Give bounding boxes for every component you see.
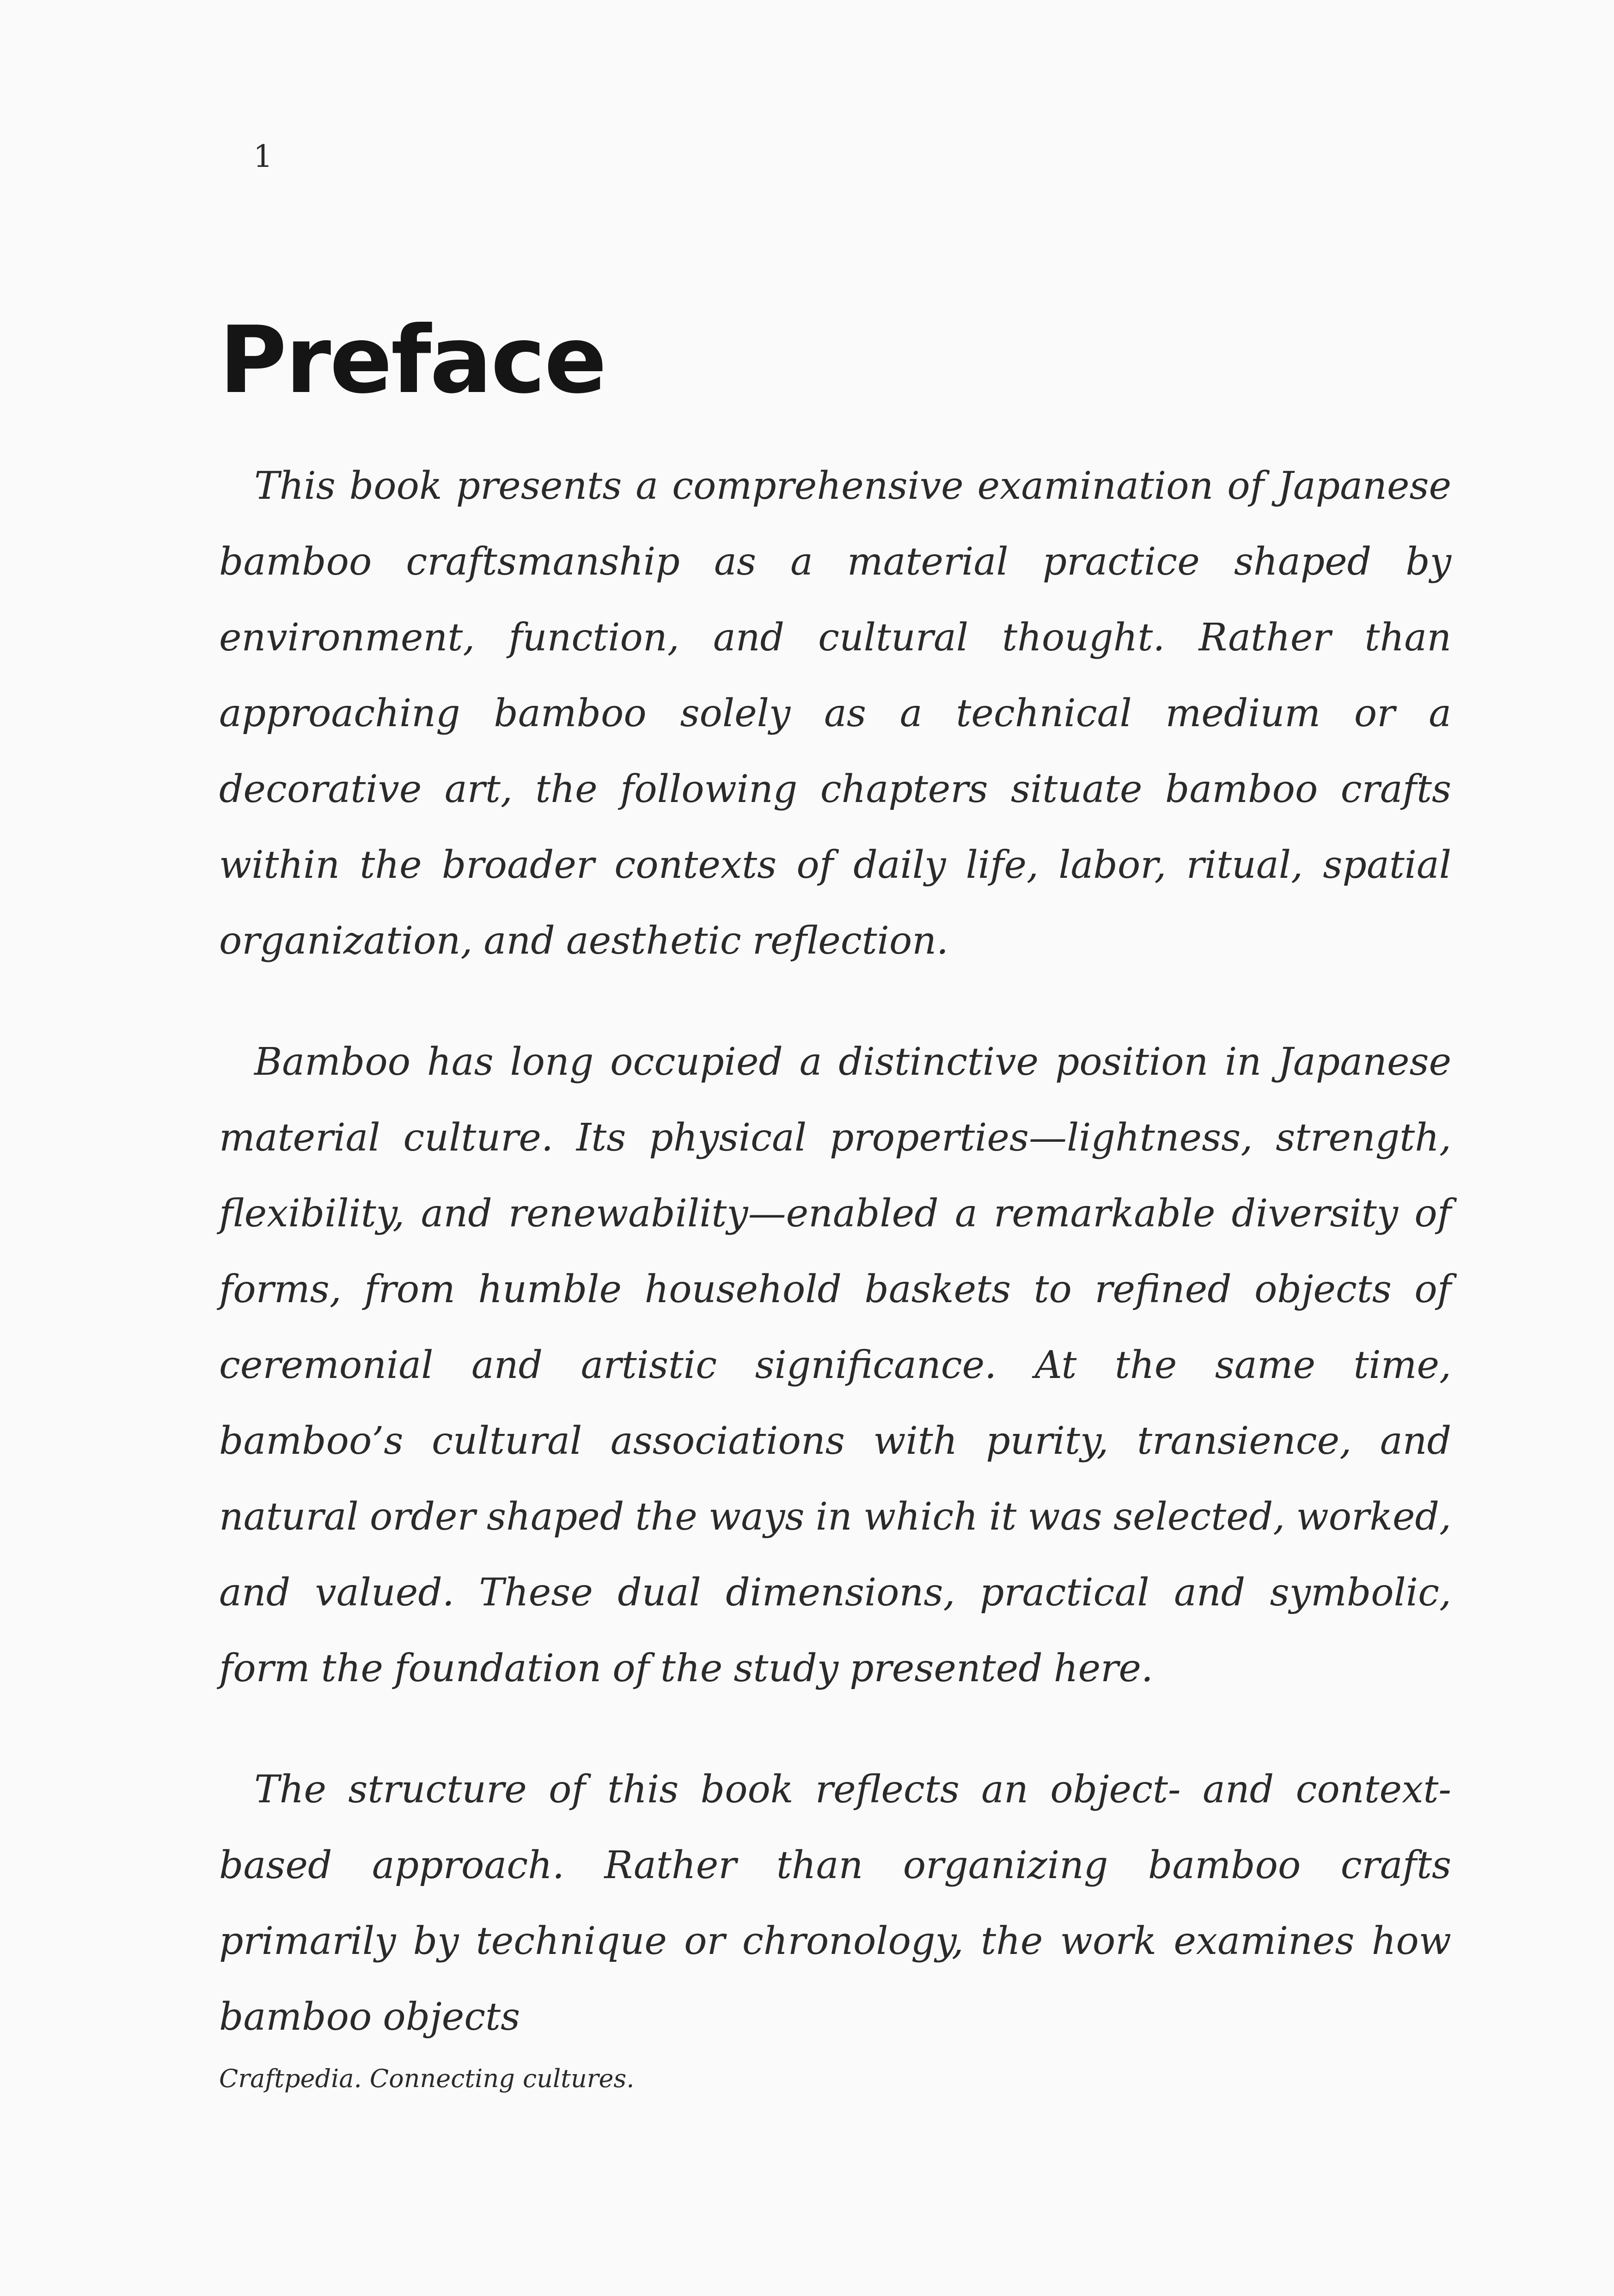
- paragraph-3: The structure of this book reflects an object- and context-based approach. Rather than organizing bamboo crafts primarily by technique or chronology, the work examines how bamboo objects: [219, 1768, 1451, 2039]
- body-text: [219, 448, 1451, 2100]
- paragraph-1: This book presents a comprehensive examination of Japanese bamboo craftsmanship as a material practice shaped by environment, function, and cultural thought. Rather than approaching bamboo solely as a technical medium or a decorative art, the following chapters situate bamboo crafts within the broader contexts of daily life, labor, ritual, spatial organization, and aesthetic reflection.: [219, 464, 1451, 963]
- paragraph-2: Bamboo has long occupied a distinctive position in Japanese material culture. Its physical properties—lightness, strength, flexibility, and renewability—enabled a remarkable diversity of forms, from humble household baskets to refined objects of ceremonial and artistic significance. At the same time, bamboo’s cultural associations with purity, transience, and natural order shaped the ways in which it was selected, worked, and valued. These dual dimensions, practical and symbolic, form the foundation of the study presented here.: [219, 1040, 1451, 1690]
- page-number: 1: [253, 139, 273, 174]
- page-footer: Craftpedia. Connecting cultures.: [219, 2064, 635, 2093]
- page-title: Preface: [219, 306, 606, 414]
